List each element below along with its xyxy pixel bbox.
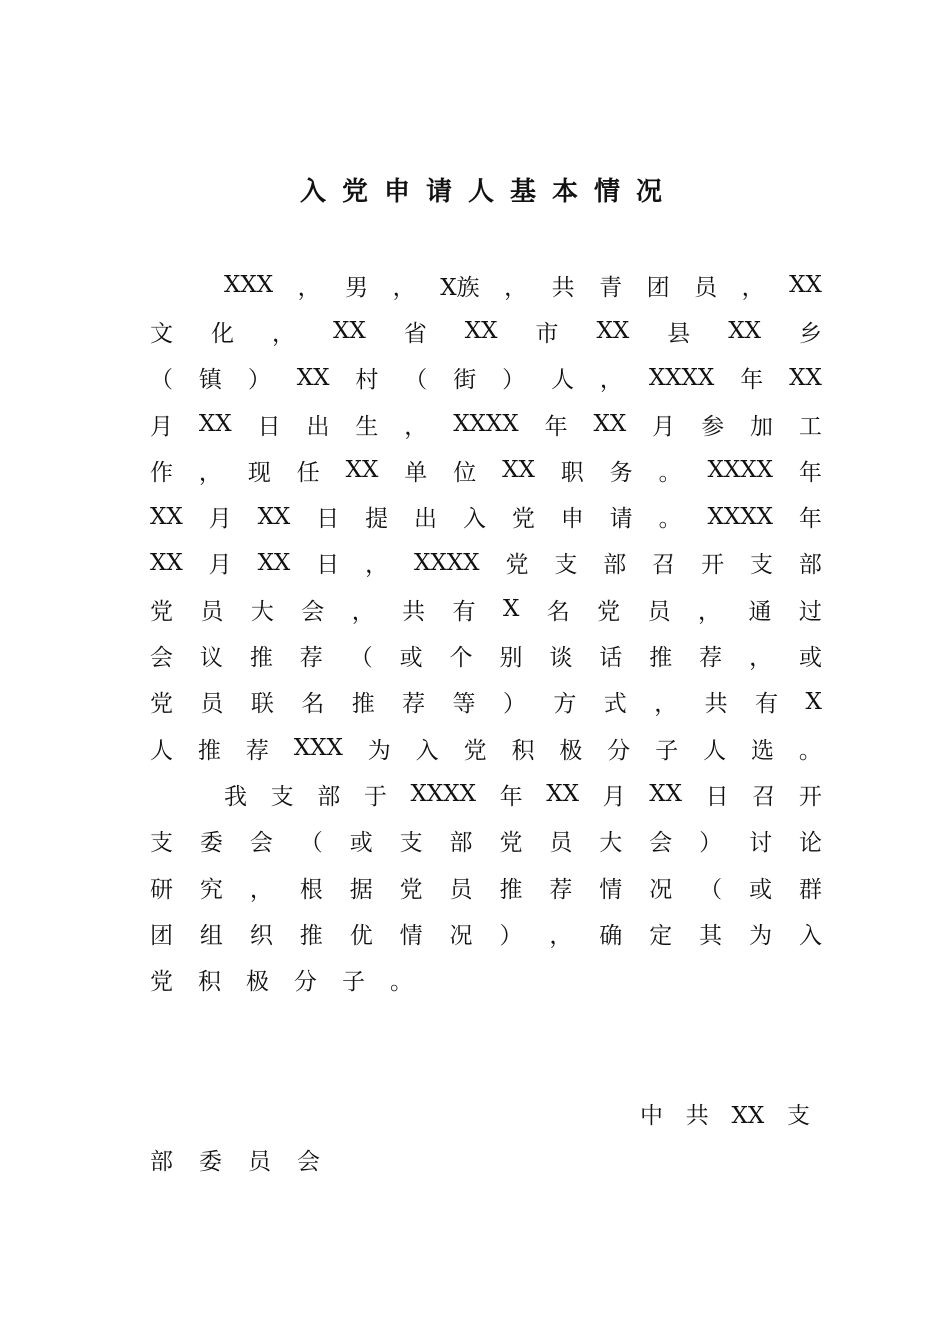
body-text: （ xyxy=(299,830,323,857)
body-text: 。 xyxy=(390,969,413,996)
body-text: 街 xyxy=(453,367,477,394)
body-text: 子 xyxy=(342,969,365,996)
body-text: 部 xyxy=(603,552,627,579)
body-text: 方 xyxy=(553,691,577,718)
body-text: 月 xyxy=(652,413,676,440)
body-text: 年 xyxy=(798,459,822,486)
body-text: ， xyxy=(599,367,623,394)
body-text: 开 xyxy=(798,783,822,810)
body-text: 召 xyxy=(752,783,776,810)
body-text: 荐 xyxy=(699,645,723,672)
body-text: 分 xyxy=(294,969,317,996)
signature-line-1 xyxy=(640,1093,810,1139)
body-text: 现 xyxy=(247,459,271,486)
body-line xyxy=(150,447,822,493)
body-text: 极 xyxy=(246,969,269,996)
body-line xyxy=(150,679,822,725)
body-text: 文 xyxy=(150,320,173,347)
document-title: 入党申请人基本情况 xyxy=(299,177,678,207)
body-text: 讨 xyxy=(749,830,773,857)
body-text: 部 xyxy=(317,783,341,810)
body-text: 支 xyxy=(399,830,423,857)
body-text: 员 xyxy=(694,274,718,301)
body-text: 据 xyxy=(349,876,373,903)
body-text: XXX xyxy=(293,735,343,762)
body-line xyxy=(150,308,822,354)
body-text: 会 xyxy=(301,598,325,625)
body-text: （ xyxy=(699,876,723,903)
body-text: 月 xyxy=(150,413,173,440)
body-text: XXXX xyxy=(648,364,715,391)
body-text: 有 xyxy=(755,691,779,718)
body-text: 省 xyxy=(403,320,427,347)
body-line xyxy=(150,540,822,586)
body-text: 究 xyxy=(199,876,223,903)
body-text: 过 xyxy=(798,598,822,625)
body-text: 开 xyxy=(701,552,725,579)
body-text: 大 xyxy=(599,830,623,857)
body-line xyxy=(150,632,822,678)
body-text: 日 xyxy=(316,552,340,579)
body-text: 人 xyxy=(703,737,727,764)
body-text: （ xyxy=(150,367,173,394)
body-text: 位 xyxy=(453,459,477,486)
body-text: 员 xyxy=(200,598,224,625)
body-text: 党 xyxy=(597,598,621,625)
signature-text: 委 xyxy=(199,1149,222,1175)
signature-text: 员 xyxy=(248,1149,271,1175)
body-text: 工 xyxy=(798,413,822,440)
signature-text: 会 xyxy=(297,1149,320,1175)
body-text: 部 xyxy=(798,552,822,579)
body-text: 支 xyxy=(749,552,773,579)
body-text: 生 xyxy=(355,413,379,440)
body-text: 积 xyxy=(198,969,221,996)
body-text: 有 xyxy=(452,598,476,625)
body-text: 员 xyxy=(200,691,224,718)
body-text: 乡 xyxy=(799,320,822,347)
body-text: 或 xyxy=(749,876,773,903)
body-text: 党 xyxy=(150,691,173,718)
document-body xyxy=(150,262,822,1003)
body-text: 日 xyxy=(257,413,281,440)
body-text: 党 xyxy=(511,506,535,533)
body-text: ， xyxy=(365,552,389,579)
body-text: XX xyxy=(150,549,183,576)
body-text: 根 xyxy=(299,876,323,903)
body-text: 议 xyxy=(199,645,223,672)
body-text: ， xyxy=(549,922,573,949)
body-text: 组 xyxy=(199,922,223,949)
body-text: 务 xyxy=(609,459,633,486)
body-text: XX xyxy=(789,364,822,391)
body-text: 支 xyxy=(270,783,294,810)
body-line xyxy=(150,864,822,910)
body-text: 论 xyxy=(798,830,822,857)
body-text: 加 xyxy=(749,413,773,440)
body-text: ， xyxy=(654,691,678,718)
body-text: 。 xyxy=(658,506,682,533)
body-text: ） xyxy=(499,922,523,949)
body-text: ） xyxy=(502,691,526,718)
body-text: 其 xyxy=(699,922,723,949)
body-text: 优 xyxy=(349,922,373,949)
body-text: XX xyxy=(333,318,366,345)
body-text: ， xyxy=(297,274,321,301)
body-text: 党 xyxy=(505,552,529,579)
body-text: 男 xyxy=(345,274,369,301)
body-text: 积 xyxy=(511,737,535,764)
body-text: 支 xyxy=(554,552,578,579)
body-text: 年 xyxy=(740,367,764,394)
body-text: 出 xyxy=(414,506,438,533)
body-text: 研 xyxy=(150,876,173,903)
body-text: 个 xyxy=(449,645,473,672)
body-text: （ xyxy=(404,367,428,394)
body-text: 镇 xyxy=(198,367,222,394)
signature-text: 中 xyxy=(640,1103,663,1129)
body-text: 或 xyxy=(399,645,423,672)
body-text: 联 xyxy=(250,691,274,718)
body-line xyxy=(150,725,822,771)
body-text: 申 xyxy=(560,506,584,533)
body-text: 推 xyxy=(299,922,323,949)
body-text: 等 xyxy=(452,691,476,718)
body-text: XX xyxy=(546,781,579,808)
body-text: 作 xyxy=(150,459,173,486)
body-text: 请 xyxy=(609,506,633,533)
body-text: 支 xyxy=(150,830,173,857)
body-text: 为 xyxy=(749,922,773,949)
body-text: 提 xyxy=(365,506,389,533)
body-text: ， xyxy=(351,598,375,625)
body-text: 别 xyxy=(499,645,523,672)
body-text: XX xyxy=(649,781,682,808)
body-text: 共 xyxy=(704,691,728,718)
body-text: 式 xyxy=(603,691,627,718)
body-text: 谈 xyxy=(549,645,573,672)
body-text: ， xyxy=(404,413,428,440)
body-text: 或 xyxy=(349,830,373,857)
body-text: XXX xyxy=(224,272,274,299)
body-text: 员 xyxy=(549,830,573,857)
body-text: 年 xyxy=(798,506,822,533)
body-text: 况 xyxy=(649,876,673,903)
body-text: 名 xyxy=(301,691,325,718)
body-text: 部 xyxy=(449,830,473,857)
body-text: 名 xyxy=(546,598,570,625)
body-text: 话 xyxy=(599,645,623,672)
body-text: XX xyxy=(593,411,627,438)
body-text: 推 xyxy=(351,691,375,718)
body-text: 荐 xyxy=(299,645,323,672)
signature-text: XX xyxy=(731,1103,765,1129)
body-text: XX xyxy=(198,411,232,438)
body-text: 任 xyxy=(296,459,320,486)
body-text: 党 xyxy=(150,969,173,996)
body-line xyxy=(150,262,822,308)
body-text: ， xyxy=(749,645,773,672)
body-text: 共 xyxy=(402,598,426,625)
body-text: XX xyxy=(150,503,183,530)
body-text: 参 xyxy=(701,413,725,440)
body-text: XXXX xyxy=(707,503,773,530)
body-line xyxy=(150,586,822,632)
body-text: X xyxy=(805,688,822,715)
body-text: 出 xyxy=(306,413,330,440)
body-text: 市 xyxy=(535,320,559,347)
body-line xyxy=(150,355,822,401)
body-text: 村 xyxy=(355,367,379,394)
body-text: 县 xyxy=(667,320,691,347)
body-text: 推 xyxy=(499,876,523,903)
body-text: 会 xyxy=(249,830,273,857)
body-text: 单 xyxy=(404,459,428,486)
body-text: 化 xyxy=(211,320,234,347)
body-text: 共 xyxy=(551,274,575,301)
body-text: XX xyxy=(257,503,291,530)
body-text: 入 xyxy=(415,737,439,764)
body-text: 确 xyxy=(599,922,623,949)
body-text: 况 xyxy=(449,922,473,949)
body-text: 分 xyxy=(607,737,631,764)
body-text: 年 xyxy=(544,413,568,440)
body-text: ， xyxy=(741,274,765,301)
body-line xyxy=(150,493,822,539)
body-text: XX xyxy=(502,457,535,484)
body-text: 员 xyxy=(647,598,671,625)
body-text: 年 xyxy=(499,783,523,810)
body-text: 大 xyxy=(250,598,274,625)
body-text: X xyxy=(502,596,520,623)
body-text: 或 xyxy=(798,645,822,672)
body-text: 党 xyxy=(150,598,173,625)
body-text: ） xyxy=(502,367,526,394)
body-text: 。 xyxy=(658,459,682,486)
body-text: 月 xyxy=(208,506,232,533)
body-text: 推 xyxy=(649,645,673,672)
body-text: 月 xyxy=(208,552,232,579)
body-text: 人 xyxy=(551,367,574,394)
body-text: 委 xyxy=(199,830,223,857)
body-text: XX xyxy=(596,318,630,345)
body-text: 荐 xyxy=(245,737,269,764)
body-text: 日 xyxy=(316,506,340,533)
body-text: 青 xyxy=(599,274,623,301)
body-text: ， xyxy=(504,274,528,301)
body-text: 为 xyxy=(367,737,391,764)
body-text: ， xyxy=(698,598,722,625)
body-text: XX xyxy=(257,549,291,576)
body-text: 极 xyxy=(559,737,583,764)
body-text: 入 xyxy=(462,506,486,533)
body-text: 推 xyxy=(249,645,273,672)
body-text: 会 xyxy=(649,830,673,857)
body-text: 人 xyxy=(150,737,173,764)
body-line xyxy=(150,771,822,817)
body-text: 情 xyxy=(599,876,623,903)
body-text: 子 xyxy=(655,737,679,764)
body-text: 日 xyxy=(705,783,729,810)
body-text: 情 xyxy=(399,922,423,949)
body-text: 我 xyxy=(224,783,247,810)
body-line xyxy=(150,910,822,956)
body-text: ， xyxy=(392,274,416,301)
body-text: X族 xyxy=(440,274,480,301)
body-text: 推 xyxy=(197,737,221,764)
body-text: 会 xyxy=(150,645,173,672)
body-text: 选 xyxy=(751,737,774,764)
body-text: 职 xyxy=(560,459,584,486)
signature-text: 部 xyxy=(150,1149,173,1175)
body-text: XX xyxy=(296,364,330,391)
signature-text: 共 xyxy=(685,1103,709,1129)
body-text: XX xyxy=(728,318,761,345)
signature-line-2 xyxy=(150,1139,346,1185)
body-text: XX xyxy=(789,272,822,299)
body-text: 。 xyxy=(798,737,822,764)
body-text: XXXX xyxy=(414,549,480,576)
body-text: 党 xyxy=(399,876,423,903)
body-text: 通 xyxy=(748,598,772,625)
body-text: ） xyxy=(699,830,723,857)
body-text: XXXX xyxy=(707,457,773,484)
body-text: 员 xyxy=(449,876,473,903)
signature-text: 支 xyxy=(787,1103,810,1129)
body-line xyxy=(150,956,822,1002)
body-text: 团 xyxy=(150,922,173,949)
body-text: 于 xyxy=(363,783,387,810)
body-text: 党 xyxy=(463,737,487,764)
body-text: ， xyxy=(198,459,222,486)
body-text: 群 xyxy=(798,876,822,903)
body-text: XX xyxy=(345,457,379,484)
body-text: 荐 xyxy=(402,691,426,718)
body-text: 党 xyxy=(499,830,523,857)
body-text: 召 xyxy=(652,552,676,579)
body-text: XX xyxy=(464,318,498,345)
body-text: （ xyxy=(349,645,373,672)
body-text: XXXX xyxy=(453,411,519,438)
body-text: 荐 xyxy=(549,876,573,903)
body-text: XXXX xyxy=(410,781,476,808)
body-line xyxy=(150,818,822,864)
body-text: 定 xyxy=(649,922,673,949)
body-text: ） xyxy=(247,367,271,394)
body-text: ， xyxy=(249,876,273,903)
body-text: 团 xyxy=(646,274,670,301)
body-text: 织 xyxy=(249,922,273,949)
body-text: 入 xyxy=(798,922,822,949)
body-line xyxy=(150,401,822,447)
body-text: 月 xyxy=(602,783,626,810)
body-text: ， xyxy=(272,320,295,347)
